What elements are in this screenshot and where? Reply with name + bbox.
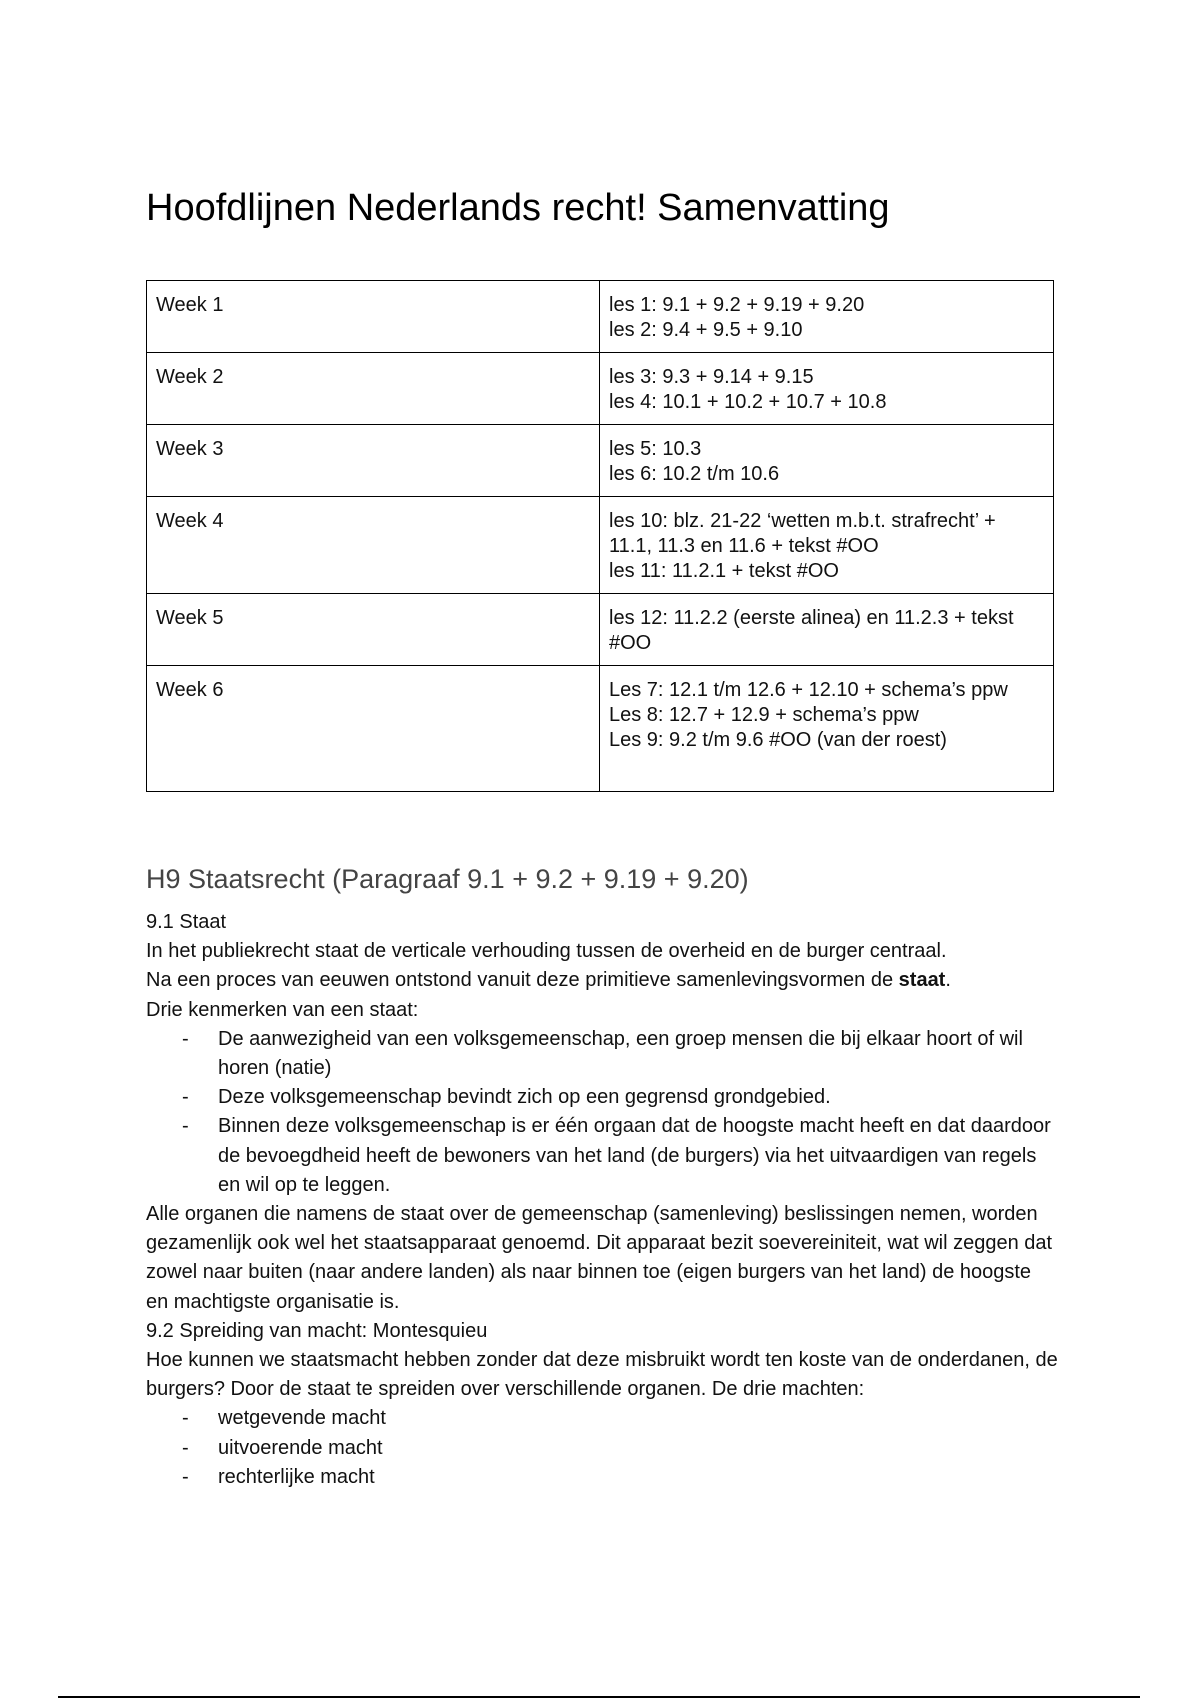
bullet-dash: - [182,1407,189,1430]
week-schedule-table [146,280,1054,792]
paragraph-text: Na een proces van eeuwen ontstond vanuit deze primitieve samenlevingsvormen de [146,969,899,992]
list-item-text: uitvoerende macht [218,1436,383,1459]
list-item [182,1434,1058,1463]
week-cell: Week 5 [147,594,600,666]
bold-term-staat: staat [898,969,946,992]
lesson-line: les 2: 9.4 + 9.5 + 9.10 [609,319,803,341]
list-item-text: Deze volksgemeenschap bevindt zich op een gegrensd grondgebied. [218,1086,831,1109]
lessons-cell [600,497,1054,594]
week-cell: Week 4 [147,497,600,594]
paragraph [146,966,1058,995]
table-row [147,425,1054,497]
lesson-line: les 11: 11.2.1 + tekst #OO [609,560,839,582]
paragraph: Hoe kunnen we staatsmacht hebben zonder dat deze misbruikt wordt ten koste van de onderdanen, de burgers? Door de staat te spreiden over verschillende organen. De drie machten: [146,1349,1058,1401]
bullet-dash: - [182,1027,189,1050]
list-item [182,1025,1058,1083]
lessons-cell [600,594,1054,666]
kenmerken-list [146,1025,1058,1200]
table-row [147,666,1054,792]
lessons-cell [600,425,1054,497]
bullet-dash: - [182,1115,189,1138]
lesson-line: Les 7: 12.1 t/m 12.6 + 12.10 + schema’s ppw [609,679,1008,701]
bullet-dash: - [182,1465,189,1488]
lesson-line: les 6: 10.2 t/m 10.6 [609,463,780,485]
list-item-text: Binnen deze volksgemeenschap is er één orgaan dat de hoogste macht heeft en dat daardoor de bevoegdheid heeft de bewoners van het land (de burgers) via het uitvaardigen van regels en wil op te leggen. [218,1115,1051,1196]
document-title: Hoofdlijnen Nederlands recht! Samenvatting [146,187,890,229]
bullet-dash: - [182,1436,189,1459]
week-cell: Week 1 [147,281,600,353]
list-item-text: De aanwezigheid van een volksgemeenschap, een groep mensen die bij elkaar hoort of wil horen (natie) [218,1027,1023,1080]
week-cell: Week 3 [147,425,600,497]
lesson-line: les 10: blz. 21-22 ‘wetten m.b.t. strafrecht’ + 11.1, 11.3 en 11.6 + tekst #OO [609,510,996,557]
lesson-line: les 3: 9.3 + 9.14 + 9.15 [609,366,814,388]
paragraph-text: . [945,969,951,992]
table-row [147,594,1054,666]
table-row [147,497,1054,594]
list-item-text: rechterlijke macht [218,1465,375,1488]
table-row [147,281,1054,353]
section-heading: H9 Staatsrecht (Paragraaf 9.1 + 9.2 + 9.19 + 9.20) [146,864,749,894]
week-cell: Week 6 [147,666,600,792]
section-body [146,908,1058,1492]
table-row [147,353,1054,425]
week-cell: Week 2 [147,353,600,425]
list-item [182,1404,1058,1433]
machten-list [146,1404,1058,1492]
bullet-dash: - [182,1086,189,1109]
subheading-9-2: 9.2 Spreiding van macht: Montesquieu [146,1319,488,1342]
subheading-9-1: 9.1 Staat [146,911,227,933]
paragraph: Drie kenmerken van een staat: [146,998,419,1021]
lesson-line: les 5: 10.3 [609,438,702,460]
lesson-line: les 1: 9.1 + 9.2 + 9.19 + 9.20 [609,294,865,316]
lesson-line: Les 8: 12.7 + 12.9 + schema’s ppw [609,704,919,726]
lessons-cell [600,281,1054,353]
paragraph: Alle organen die namens de staat over de gemeenschap (samenleving) beslissingen nemen, worden gezamenlijk ook wel het staatsapparaat genoemd. Dit apparaat bezit soevereiniteit, wat wil zeggen dat zowel naar buiten (naar andere landen) als naar binnen toe (eigen burgers van het land) de hoogste en machtigste organisatie is. [146,1203,1053,1313]
list-item [182,1112,1058,1200]
list-item [182,1463,1058,1492]
list-item [182,1083,1058,1112]
list-item-text: wetgevende macht [218,1407,386,1430]
lessons-cell [600,666,1054,792]
page-bottom-divider [58,1696,1140,1698]
lessons-cell [600,353,1054,425]
lesson-line: Les 9: 9.2 t/m 9.6 #OO (van der roest) [609,729,947,751]
paragraph: In het publiekrecht staat de verticale verhouding tussen de overheid en de burger centraal. [146,940,947,963]
lesson-line: les 4: 10.1 + 10.2 + 10.7 + 10.8 [609,391,887,413]
lesson-line: les 12: 11.2.2 (eerste alinea) en 11.2.3 + tekst #OO [609,607,1014,654]
